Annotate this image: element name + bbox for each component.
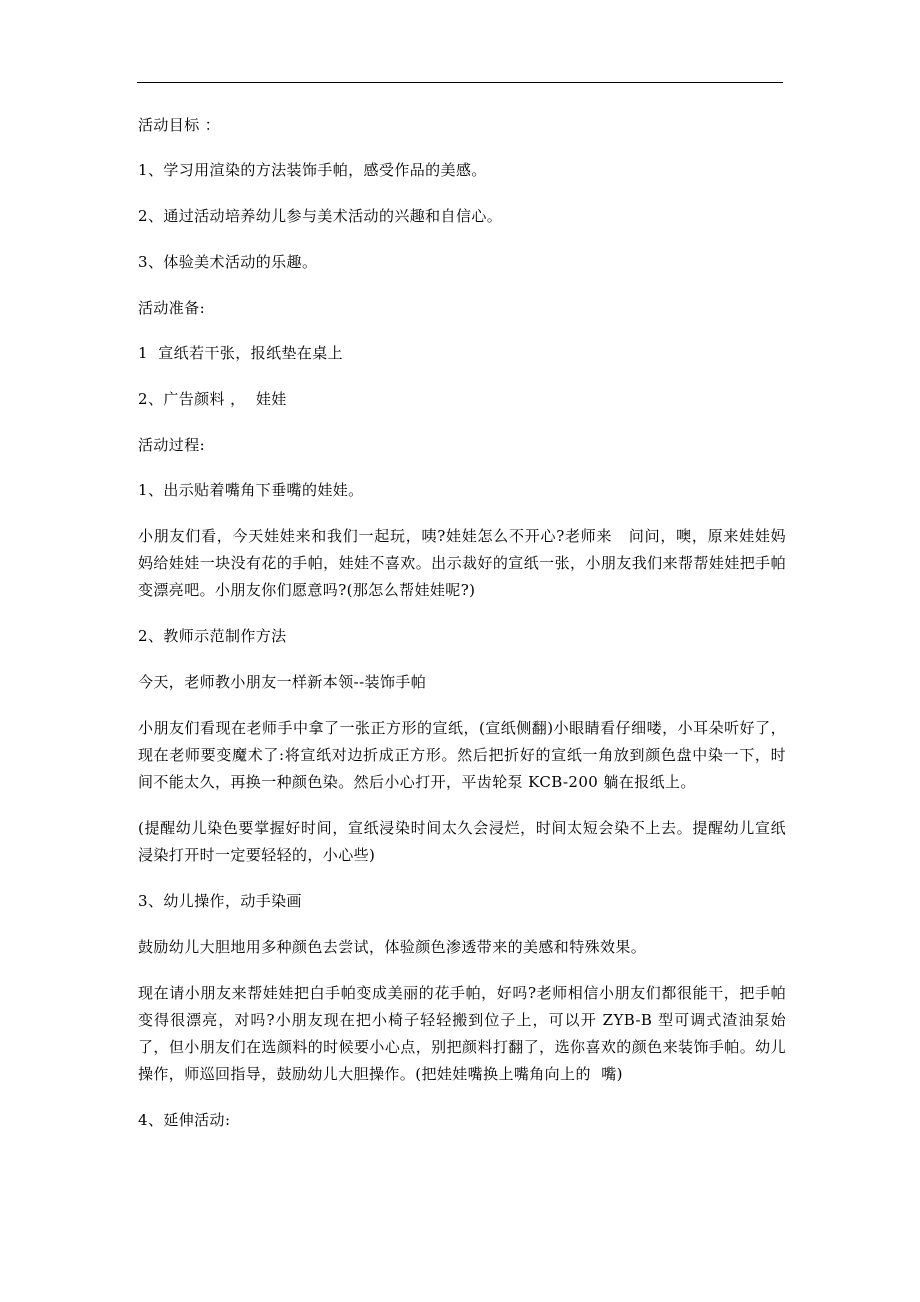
section-heading-process: 活动过程: bbox=[138, 436, 206, 454]
process-step-2: 2、教师示范制作方法 bbox=[138, 627, 287, 645]
process-step-3: 3、幼儿操作，动手染画 bbox=[138, 892, 302, 910]
goal-item-3: 3、体验美术活动的乐趣。 bbox=[138, 253, 318, 271]
goal-item-2: 2、通过活动培养幼儿参与美术活动的兴趣和自信心。 bbox=[138, 207, 503, 225]
process-step-1: 1、出示贴着嘴角下垂嘴的娃娃。 bbox=[138, 481, 364, 499]
process-step-3-text: 现在请小朋友来帮娃娃把白手帕变成美丽的花手帕，好吗?老师相信小朋友们都很能干，把手帕变得很漂亮，对吗?小朋友现在把小椅子轻轻搬到位子上，可以开 ZYB-B 型可调式渣油泵始了，但小朋友们在选颜料的时候要小心点，别把颜料打翻了，选你喜欢的颜色来装饰手帕。幼儿操作，师巡回指导，鼓励幼儿大胆操作。(把娃娃嘴换上嘴角向上的 嘴) bbox=[138, 984, 786, 1083]
process-step-4: 4、延伸活动: bbox=[138, 1111, 231, 1129]
process-step-2-text: 小朋友们看现在老师手中拿了一张正方形的宣纸，(宣纸侧翻)小眼睛看仔细喽，小耳朵听好了，现在老师要变魔术了:将宣纸对边折成正方形。然后把折好的宣纸一角放到颜色盘中染一下，时间不能太久，再换一种颜色染。然后小心打开，平齿轮泵 KCB-200 躺在报纸上。 bbox=[138, 719, 786, 791]
header-rule bbox=[137, 82, 783, 83]
preparation-item-2: 2、广告颜料 ， 娃娃 bbox=[138, 390, 287, 408]
process-step-2-reminder: (提醒幼儿染色要掌握好时间，宣纸浸染时间太久会浸烂，时间太短会染不上去。提醒幼儿宣纸浸染打开时一定要轻轻的，小心些) bbox=[138, 819, 786, 864]
section-heading-preparation: 活动准备: bbox=[138, 299, 206, 317]
process-step-2-intro: 今天，老师教小朋友一样新本领--装饰手帕 bbox=[138, 673, 427, 691]
document-body bbox=[138, 112, 786, 1153]
process-step-1-text: 小朋友们看，今天娃娃来和我们一起玩，咦?娃娃怎么不开心?老师来 问问，噢，原来娃娃妈妈给娃娃一块没有花的手帕，娃娃不喜欢。出示裁好的宣纸一张，小朋友我们来帮帮娃娃把手帕变漂亮吧。小朋友你们愿意吗?(那怎么帮娃娃呢?) bbox=[138, 527, 786, 599]
section-heading-goals: 活动目标 ： bbox=[138, 116, 221, 134]
process-step-3-encourage: 鼓励幼儿大胆地用多种颜色去尝试，体验颜色渗透带来的美感和特殊效果。 bbox=[138, 938, 647, 956]
preparation-item-1: 1 宣纸若干张，报纸垫在桌上 bbox=[138, 344, 344, 362]
goal-item-1: 1、学习用渲染的方法装饰手帕，感受作品的美感。 bbox=[138, 161, 487, 179]
